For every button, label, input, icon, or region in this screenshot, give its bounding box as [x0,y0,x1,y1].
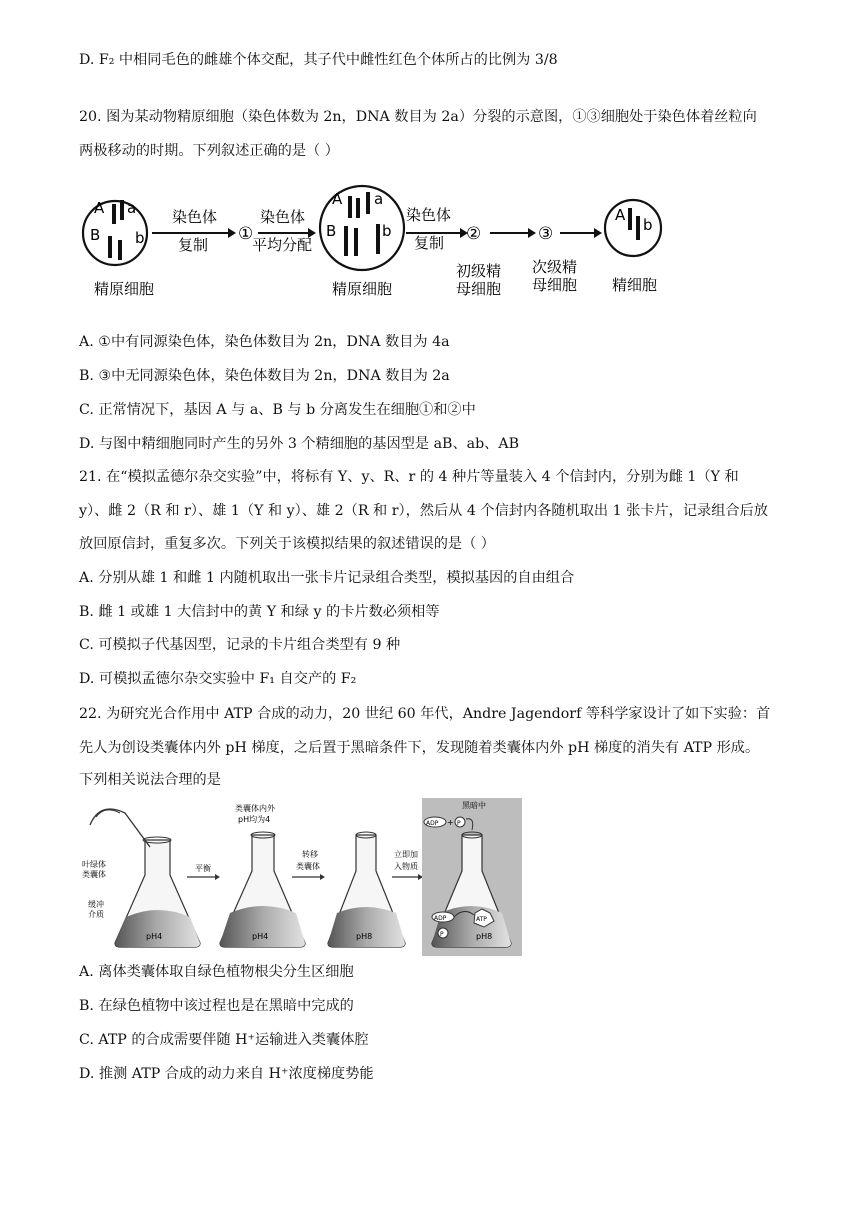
line-6: D. 与图中精细胞同时产生的另外 3 个精细胞的基因型是 aB、ab、AB [79,436,520,452]
line-2: 两极移动的时期。下列叙述正确的是（ ） [79,143,339,159]
flask2-ph: pH4 [252,932,269,941]
line-4: B. ③中无同源染色体，染色体数目为 2n，DNA 数目为 2a [79,368,450,384]
line-11: B. 雌 1 或雄 1 大信封中的黄 Y 和绿 y 的卡片数必须相等 [79,604,440,620]
buffer-label-a: 缓冲 [88,900,104,909]
atp-experiment-diagram [80,795,530,960]
gene-label: b [135,229,145,247]
gene-label: a [127,199,137,217]
line-16: 下列相关说法合理的是 [79,772,221,788]
arrow2-top: 染色体 [260,208,306,226]
line-19: C. ATP 的合成需要伴随 H⁺运输进入类囊体腔 [79,1032,369,1048]
thylakoid-label-b: 类囊体 [82,870,106,879]
dark-label: 黑暗中 [462,801,486,810]
cell3-label: 精细胞 [612,276,658,294]
line-1: 20. 图为某动物精原细胞（染色体数为 2n，DNA 数目为 2a）分裂的示意图，①③细胞处于染色体着丝粒向 [79,109,757,125]
label-stage3-b: 母细胞 [532,276,578,294]
gene-label: B [326,222,337,240]
gene-label: a [374,190,384,208]
flask3-ph: pH8 [356,932,373,941]
flask1-ph: pH4 [146,932,163,941]
sperm-stem-cell-2 [320,186,404,270]
arrow1-bottom: 复制 [178,236,209,254]
label-stage2-b: 母细胞 [456,280,502,298]
stage-2: ② [466,224,482,244]
flask2-top-a: 类囊体内外 [235,804,275,813]
stage-1: ① [238,224,254,244]
cell2-label: 精原细胞 [332,280,393,298]
line-20: D. 推测 ATP 合成的动力来自 H⁺浓度梯度势能 [79,1066,374,1082]
line-0: D. F₂ 中相同毛色的雌雄个体交配，其子代中雌性红色个体所占的比例为 3/8 [79,52,558,68]
line-7: 21. 在“模拟孟德尔杂交实验”中，将标有 Y、y、R、r 的 4 种片等量装入 4 个信封内，分别为雌 1（Y 和 [79,469,739,485]
flask-1 [115,837,200,947]
sperm-cell [605,200,661,256]
line-3: A. ①中有同源染色体，染色体数目为 2n，DNA 数目为 4a [79,334,450,350]
line-9: 放回原信封，重复多次。下列关于该模拟结果的叙述错误的是（ ） [79,536,495,552]
line-14: 22. 为研究光合作用中 ATP 合成的动力，20 世纪 60 年代，Andre Jagendorf 等科学家设计了如下实验：首 [79,706,771,722]
meiosis-diagram [80,178,680,308]
arrow3-label-a: 立即加 [394,850,418,859]
buffer-label-b: 介质 [88,910,104,919]
arrow1-label: 平衡 [195,864,211,873]
gene-label: A [615,206,626,224]
line-5: C. 正常情况下，基因 A 与 a、B 与 b 分离发生在细胞①和②中 [79,402,476,418]
line-8: y）、雌 2（R 和 r）、雄 1（Y 和 y）、雄 2（R 和 r），然后从 4 个信封内各随机取出 1 张卡片，记录组合后放 [79,503,768,519]
line-12: C. 可模拟子代基因型，记录的卡片组合类型有 9 种 [79,637,401,653]
gene-label: b [643,216,653,234]
cell1-label: 精原细胞 [94,280,155,298]
sperm-stem-cell-1 [83,199,147,265]
arrow3-label-b: 入物质 [394,862,418,871]
gene-label: B [90,226,101,244]
label-stage2-a: 初级精 [456,262,502,280]
p-label-bottom: P [440,931,444,938]
thylakoid-label-a: 叶绿体 [82,860,106,869]
atp-label: ATP [476,916,487,923]
line-15: 先人为创设类囊体内外 pH 梯度，之后置于黑暗条件下，发现随着类囊体内外 pH 梯度的消失有 ATP 形成。 [79,740,760,756]
p-label-top: P [457,820,461,827]
adp-label-top: ADP [426,820,439,827]
arrow2-bottom: 平均分配 [252,236,313,254]
flask-2 [220,832,305,947]
arrow3-top: 染色体 [406,206,452,224]
label-stage3-a: 次级精 [532,258,578,276]
line-13: D. 可模拟孟德尔杂交实验中 F₁ 自交产的 F₂ [79,671,357,687]
plus-sign: + [447,818,454,827]
arrow3-bottom: 复制 [414,234,445,252]
stage-3: ③ [538,224,554,244]
gene-label: b [382,222,392,240]
flask2-top-b: pH均为4 [238,815,271,824]
arrow2-label-b: 类囊体 [296,862,320,871]
flask4-ph: pH8 [476,932,493,941]
gene-label: A [332,190,343,208]
gene-label: A [94,199,105,217]
line-10: A. 分别从雄 1 和雌 1 内随机取出一张卡片记录组合类型，模拟基因的自由组合 [79,570,575,586]
line-17: A. 离体类囊体取自绿色植物根尖分生区细胞 [79,964,354,980]
line-18: B. 在绿色植物中该过程也是在黑暗中完成的 [79,998,354,1014]
arrow1-top: 染色体 [172,208,218,226]
arrow2-label-a: 转移 [302,850,318,859]
adp-label-bottom: ADP [434,915,447,922]
